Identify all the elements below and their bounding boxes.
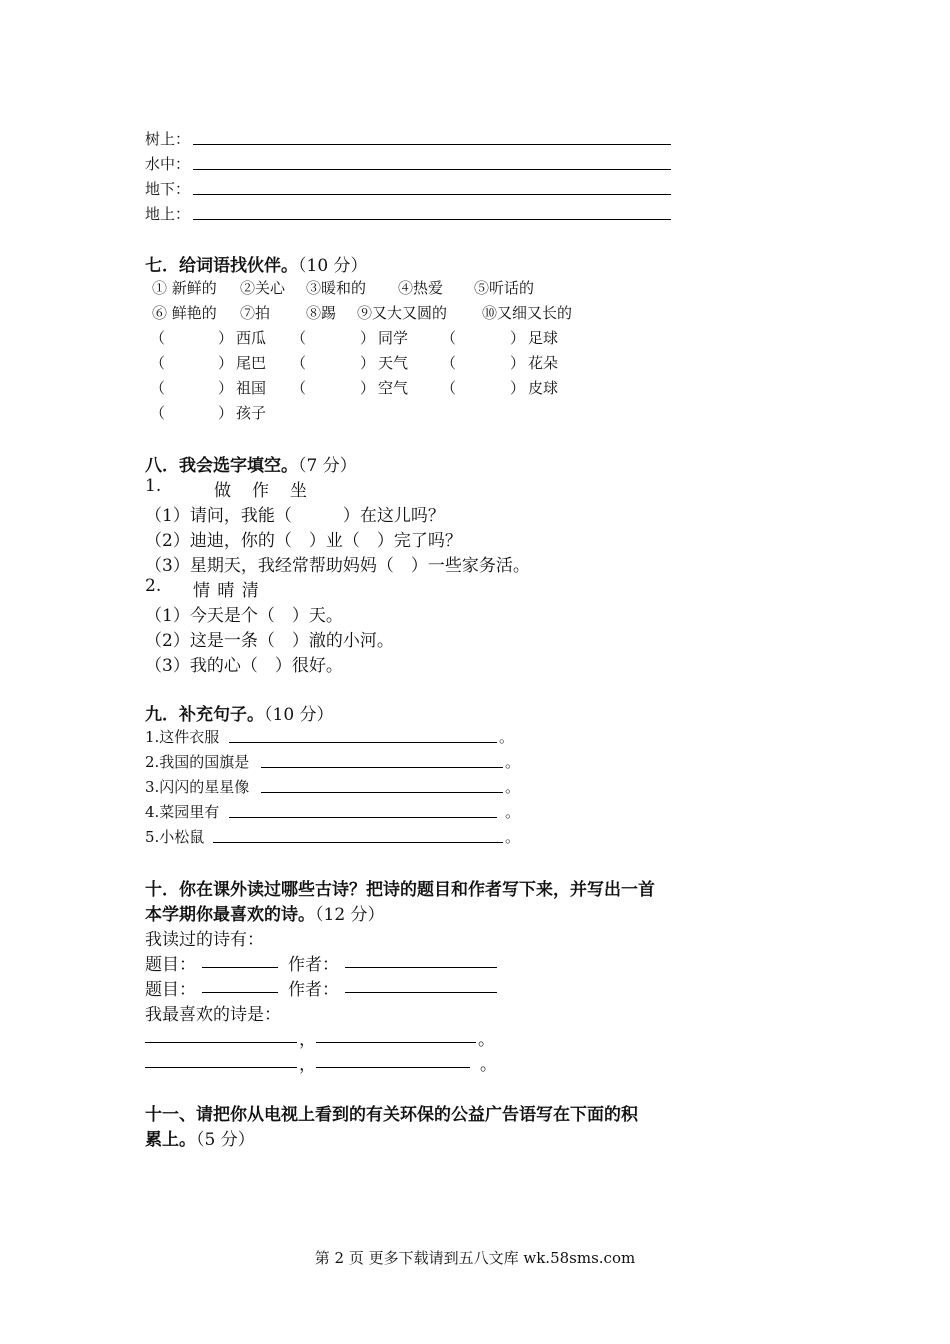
- page-footer: 第 2 页 更多下载请到五八文库 wk.58sms.com: [314, 1249, 636, 1267]
- sentence-5-line[interactable]: [213, 842, 503, 843]
- group-2-label: 2.: [145, 576, 162, 596]
- sentence-3-prompt: 3.闪闪的星星像: [145, 778, 250, 796]
- answer-line-underground[interactable]: [193, 194, 671, 195]
- sentence-5-end: 。: [505, 828, 521, 846]
- paren-close: ）: [510, 379, 526, 397]
- match-word: 西瓜: [236, 329, 267, 347]
- match-word: 同学: [378, 329, 409, 347]
- favorite-poem-label: 我最喜欢的诗是：: [145, 1005, 281, 1025]
- poem-author-line-2[interactable]: [345, 992, 497, 993]
- poem-author-line-1[interactable]: [345, 967, 497, 968]
- match-word: 尾巴: [236, 354, 267, 372]
- section-7-heading: [145, 251, 368, 276]
- option-10: ⑩又细又长的: [482, 304, 573, 322]
- verse-comma: ，: [299, 1055, 316, 1075]
- row-label-ground: 地上：: [145, 205, 191, 223]
- match-word: 孩子: [236, 404, 267, 422]
- match-word: 皮球: [528, 379, 559, 397]
- poem-title-label: 题目：: [145, 955, 196, 975]
- question-8-1-2: （2）迪迪，你的（ ）业（ ）完了吗？: [145, 531, 462, 551]
- poem-verse-line-2a[interactable]: [145, 1067, 297, 1068]
- section-10-title-line-2: 本学期你最喜欢的诗。: [145, 905, 315, 925]
- section-7-score: （10 分）: [298, 256, 368, 276]
- paren-close: ）: [360, 329, 376, 347]
- option-9: ⑨又大又圆的: [357, 304, 448, 322]
- sentence-4-line[interactable]: [229, 817, 497, 818]
- verse-comma: ，: [299, 1030, 316, 1050]
- poem-title-line-1[interactable]: [202, 967, 278, 968]
- sentence-2-line[interactable]: [261, 767, 503, 768]
- sentence-1-prompt: 1.这件衣服: [145, 728, 220, 746]
- section-9-heading: [145, 700, 334, 725]
- option-8: ⑧踢: [306, 304, 337, 322]
- section-11-title-line-2: 累上。: [145, 1130, 196, 1150]
- paren-open: （: [291, 354, 307, 372]
- paren-open: （: [291, 379, 307, 397]
- paren-close: ）: [218, 404, 234, 422]
- paren-close: ）: [360, 354, 376, 372]
- group-1-chars: 做 作 坐: [214, 481, 309, 501]
- option-1: ① 新鲜的: [152, 279, 217, 297]
- sentence-4-prompt: 4.菜园里有: [145, 803, 220, 821]
- section-9-score: （10 分）: [264, 705, 334, 725]
- match-word: 空气: [378, 379, 409, 397]
- question-8-2-2: （2）这是一条（ ）澈的小河。: [145, 631, 394, 651]
- verse-end: 。: [480, 1055, 497, 1075]
- paren-close: ）: [510, 354, 526, 372]
- sentence-1-line[interactable]: [229, 742, 497, 743]
- section-8-title: 八．我会选字填空。: [145, 456, 298, 476]
- option-2: ②关心: [240, 279, 286, 297]
- paren-open: （: [291, 329, 307, 347]
- paren-close: ）: [218, 379, 234, 397]
- section-8-score: （7 分）: [298, 456, 357, 476]
- paren-open: （: [441, 379, 457, 397]
- sentence-5-prompt: 5.小松鼠: [145, 828, 205, 846]
- poem-author-label: 作者：: [288, 980, 339, 1000]
- verse-end: 。: [478, 1030, 495, 1050]
- sentence-1-end: 。: [499, 728, 515, 746]
- question-8-2-1: （1）今天是个（ ）天。: [145, 606, 343, 626]
- paren-close: ）: [510, 329, 526, 347]
- section-11-heading-line-2: [145, 1125, 255, 1150]
- group-1-label: 1.: [145, 476, 162, 496]
- paren-close: ）: [218, 329, 234, 347]
- match-word: 祖国: [236, 379, 267, 397]
- section-10-score: （12 分）: [315, 905, 385, 925]
- answer-line-water[interactable]: [193, 169, 671, 170]
- poem-title-line-2[interactable]: [202, 992, 278, 993]
- sentence-4-end: 。: [505, 803, 521, 821]
- row-label-water: 水中：: [145, 155, 191, 173]
- section-11-title-line-1: 十一、请把你从电视上看到的有关环保的公益广告语写在下面的积: [145, 1105, 638, 1125]
- section-8-heading: [145, 451, 357, 476]
- paren-close: ）: [218, 354, 234, 372]
- row-label-tree: 树上：: [145, 130, 191, 148]
- read-poems-label: 我读过的诗有：: [145, 930, 264, 950]
- match-word: 天气: [378, 354, 409, 372]
- poem-verse-line-1a[interactable]: [145, 1042, 297, 1043]
- paren-open: （: [150, 379, 166, 397]
- match-word: 足球: [528, 329, 559, 347]
- option-7: ⑦拍: [240, 304, 271, 322]
- paren-close: ）: [360, 379, 376, 397]
- group-2-chars: 情 晴 清: [193, 581, 260, 601]
- question-8-1-3: （3）星期天，我经常帮助妈妈（ ）一些家务活。: [145, 556, 530, 576]
- paren-open: （: [441, 354, 457, 372]
- section-7-title: 七．给词语找伙伴。: [145, 256, 298, 276]
- poem-author-label: 作者：: [288, 955, 339, 975]
- row-label-underground: 地下：: [145, 180, 191, 198]
- option-4: ④热爱: [398, 279, 444, 297]
- section-10-title-line-1: 十．你在课外读过哪些古诗？把诗的题目和作者写下来，并写出一首: [145, 880, 655, 900]
- question-8-1-1: （1）请问，我能（ ）在这儿吗？: [145, 506, 445, 526]
- option-5: ⑤听话的: [474, 279, 535, 297]
- section-9-title: 九．补充句子。: [145, 705, 264, 725]
- paren-open: （: [150, 329, 166, 347]
- answer-line-tree[interactable]: [193, 144, 671, 145]
- poem-title-label: 题目：: [145, 980, 196, 1000]
- question-8-2-3: （3）我的心（ ）很好。: [145, 656, 343, 676]
- sentence-3-end: 。: [505, 778, 521, 796]
- paren-open: （: [150, 354, 166, 372]
- answer-line-ground[interactable]: [193, 219, 671, 220]
- match-word: 花朵: [528, 354, 559, 372]
- sentence-2-prompt: 2.我国的国旗是: [145, 753, 250, 771]
- sentence-3-line[interactable]: [261, 792, 503, 793]
- poem-verse-line-1b[interactable]: [316, 1042, 476, 1043]
- poem-verse-line-2b[interactable]: [316, 1067, 470, 1068]
- paren-open: （: [441, 329, 457, 347]
- option-6: ⑥ 鲜艳的: [152, 304, 217, 322]
- section-10-heading-line-2: [145, 900, 385, 925]
- option-3: ③暖和的: [306, 279, 367, 297]
- paren-open: （: [150, 404, 166, 422]
- sentence-2-end: 。: [505, 753, 521, 771]
- section-11-score: （5 分）: [196, 1130, 255, 1150]
